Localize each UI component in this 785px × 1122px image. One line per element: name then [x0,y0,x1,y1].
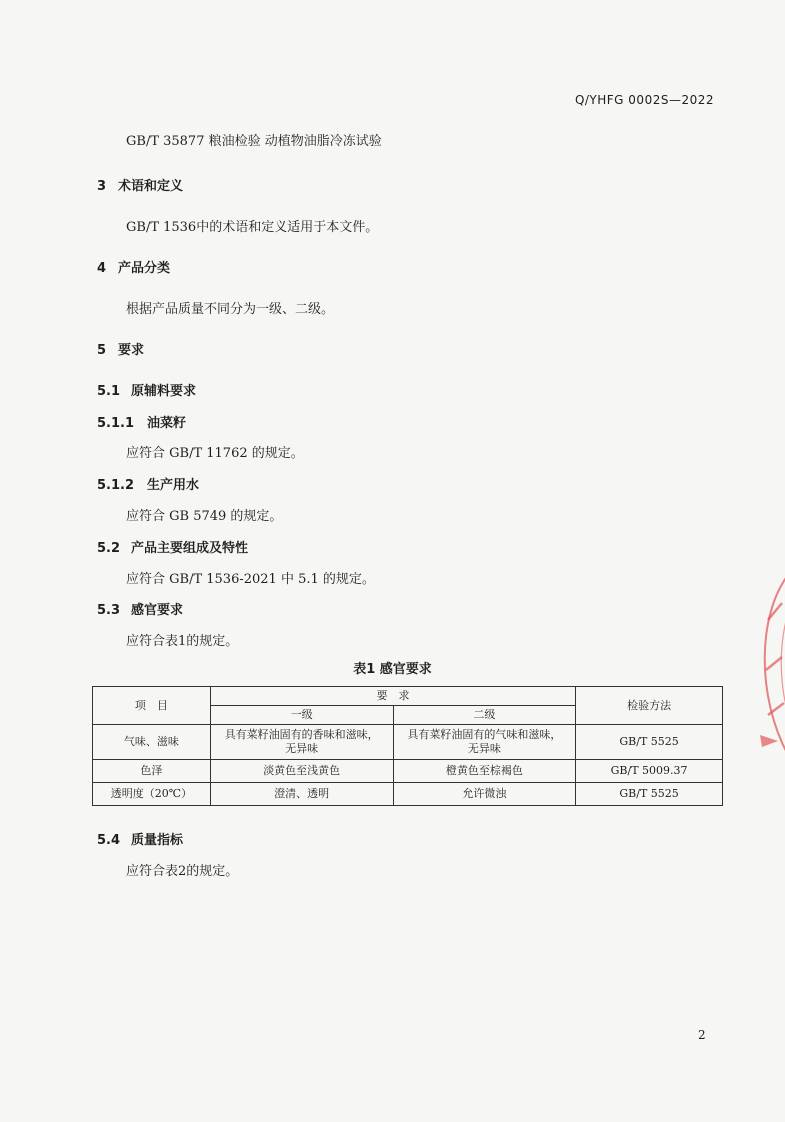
table-row [93,760,723,783]
section-number: 5.2 [97,541,121,556]
section-number: 5.1.1 [97,416,135,431]
reference-standard-line: GB/T 35877 粮油检验 动植物油脂冷冻试验 [126,134,382,149]
header-grade-1: 一级 [210,706,393,725]
section-title: 要求 [118,343,145,358]
section-title: 感官要求 [131,603,184,618]
section-5-1-2-text: 应符合 GB 5749 的规定。 [126,509,283,524]
section-title: 产品分类 [118,261,171,276]
table-row [93,725,723,760]
section-3-text: GB/T 1536中的术语和定义适用于本文件。 [126,220,379,235]
header-item: 项 目 [93,687,211,725]
section-number: 3 [97,179,107,194]
cell-line: 无异味 [467,742,501,755]
section-5-3-heading [97,599,183,618]
section-title: 质量指标 [131,833,184,848]
cell-grade-1 [210,725,393,760]
table-row [93,783,723,806]
sensory-requirements-table [92,686,723,806]
section-3-heading [97,175,183,194]
section-4-heading [97,257,170,276]
red-seal-stamp-icon [748,575,785,755]
header-grade-2: 二级 [393,706,576,725]
section-4-text: 根据产品质量不同分为一级、二级。 [126,302,335,317]
section-title: 生产用水 [147,478,200,493]
cell-grade-2 [393,725,576,760]
cell-item: 色泽 [93,760,211,783]
section-number: 4 [97,261,107,276]
section-title: 油菜籽 [147,416,187,431]
header-method: 检验方法 [576,687,723,725]
section-number: 5.1 [97,384,121,399]
section-5-4-heading [97,829,183,848]
section-title: 产品主要组成及特性 [131,541,249,556]
section-5-2-text: 应符合 GB/T 1536-2021 中 5.1 的规定。 [126,572,375,587]
section-5-1-1-heading [97,412,186,431]
section-5-heading [97,339,144,358]
section-number: 5.3 [97,603,121,618]
section-5-3-text: 应符合表1的规定。 [126,634,239,649]
cell-method: GB/T 5009.37 [576,760,723,783]
section-5-1-1-text: 应符合 GB/T 11762 的规定。 [126,446,304,461]
section-number: 5 [97,343,107,358]
section-5-1-heading [97,380,196,399]
section-number: 5.1.2 [97,478,135,493]
section-title: 原辅料要求 [131,384,197,399]
section-number: 5.4 [97,833,121,848]
cell-line: 具有菜籽油固有的气味和滋味， [407,728,562,741]
section-5-2-heading [97,537,248,556]
section-5-1-2-heading [97,474,199,493]
cell-item: 透明度（20℃） [93,783,211,806]
table-header-row [93,687,723,706]
section-5-4-text: 应符合表2的规定。 [126,864,239,879]
cell-grade-2: 允许微浊 [393,783,576,806]
cell-method: GB/T 5525 [576,725,723,760]
cell-method: GB/T 5525 [576,783,723,806]
table-1-caption: 表1 感官要求 [353,662,432,677]
cell-grade-1: 淡黄色至浅黄色 [210,760,393,783]
page-number: 2 [698,1028,706,1042]
document-code: Q/YHFG 0002S—2022 [574,93,714,107]
cell-line: 无异味 [285,742,319,755]
cell-item: 气味、滋味 [93,725,211,760]
header-requirement: 要 求 [210,687,575,706]
cell-grade-2: 橙黄色至棕褐色 [393,760,576,783]
section-title: 术语和定义 [118,179,184,194]
cell-line: 具有菜籽油固有的香味和滋味， [224,728,379,741]
cell-grade-1: 澄清、透明 [210,783,393,806]
